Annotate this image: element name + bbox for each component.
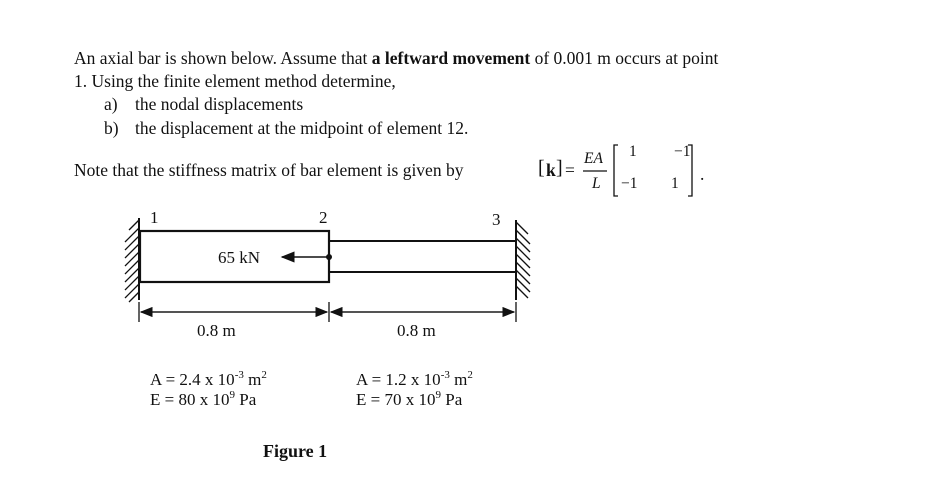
element-2-modulus-unit: Pa	[440, 390, 463, 409]
k-bracket-open: [	[538, 157, 545, 179]
problem-line-1-end: of 0.001 m occurs at point	[530, 48, 719, 68]
leftward-movement-emphasis: a leftward movement	[371, 48, 531, 68]
element-1-area-value: A = 2.4 x 10	[150, 370, 235, 389]
element-1-modulus-unit: Pa	[234, 390, 257, 409]
node-2-label: 2	[319, 208, 328, 227]
element-2-area-value: A = 1.2 x 10	[356, 370, 441, 389]
element-2-area-exponent: -3	[440, 369, 450, 381]
matrix-m11: 1	[629, 143, 637, 160]
element-1-modulus-exponent: 9	[229, 389, 235, 401]
k-bracket-close: ]	[556, 157, 563, 179]
matrix-bracket-left	[614, 145, 618, 196]
item-a-marker: a)	[104, 94, 118, 114]
element-1-area-unit: m	[243, 370, 262, 389]
element-1-area-unit-exponent: 2	[261, 369, 267, 381]
element-2-modulus-value: E = 70 x 10	[356, 390, 436, 409]
element-2-area-unit: m	[449, 370, 468, 389]
k-symbol: k	[546, 160, 556, 180]
item-b-text: the displacement at the midpoint of element 12.	[135, 118, 469, 138]
problem-line-2: 1. Using the finite element method determine,	[74, 71, 396, 91]
matrix-m12: −1	[674, 143, 691, 160]
left-wall-support	[125, 218, 139, 302]
element-1-length: 0.8 m	[197, 321, 236, 340]
element-2-bar	[329, 241, 516, 272]
equals-sign: =	[565, 160, 575, 180]
element-1-modulus	[150, 385, 256, 410]
stiffness-note: Note that the stiffness matrix of bar element is given by	[74, 160, 464, 180]
matrix-m21: −1	[621, 175, 638, 192]
equation-period: .	[700, 164, 705, 184]
matrix-bracket-right	[688, 145, 692, 196]
matrix-m22: 1	[671, 175, 679, 192]
item-a-text: the nodal displacements	[135, 94, 304, 114]
load-label: 65 kN	[218, 248, 261, 267]
element-1-modulus-value: E = 80 x 10	[150, 390, 230, 409]
element-2-modulus	[356, 385, 462, 410]
figure-caption: Figure 1	[263, 441, 328, 461]
node-1-label: 1	[150, 208, 159, 227]
item-b-marker: b)	[104, 118, 119, 138]
dimension-lines	[139, 302, 516, 322]
element-2-length: 0.8 m	[397, 321, 436, 340]
node-2-point	[326, 254, 332, 260]
right-wall-support	[516, 220, 530, 300]
problem-line-1-start: An axial bar is shown below. Assume that	[74, 48, 372, 68]
element-1-area-exponent: -3	[234, 369, 244, 381]
element-2-modulus-exponent: 9	[435, 389, 441, 401]
node-3-label: 3	[492, 210, 501, 229]
element-2-area-unit-exponent: 2	[467, 369, 473, 381]
fraction-numerator: EA	[584, 150, 603, 167]
fraction-denominator: L	[592, 175, 601, 192]
